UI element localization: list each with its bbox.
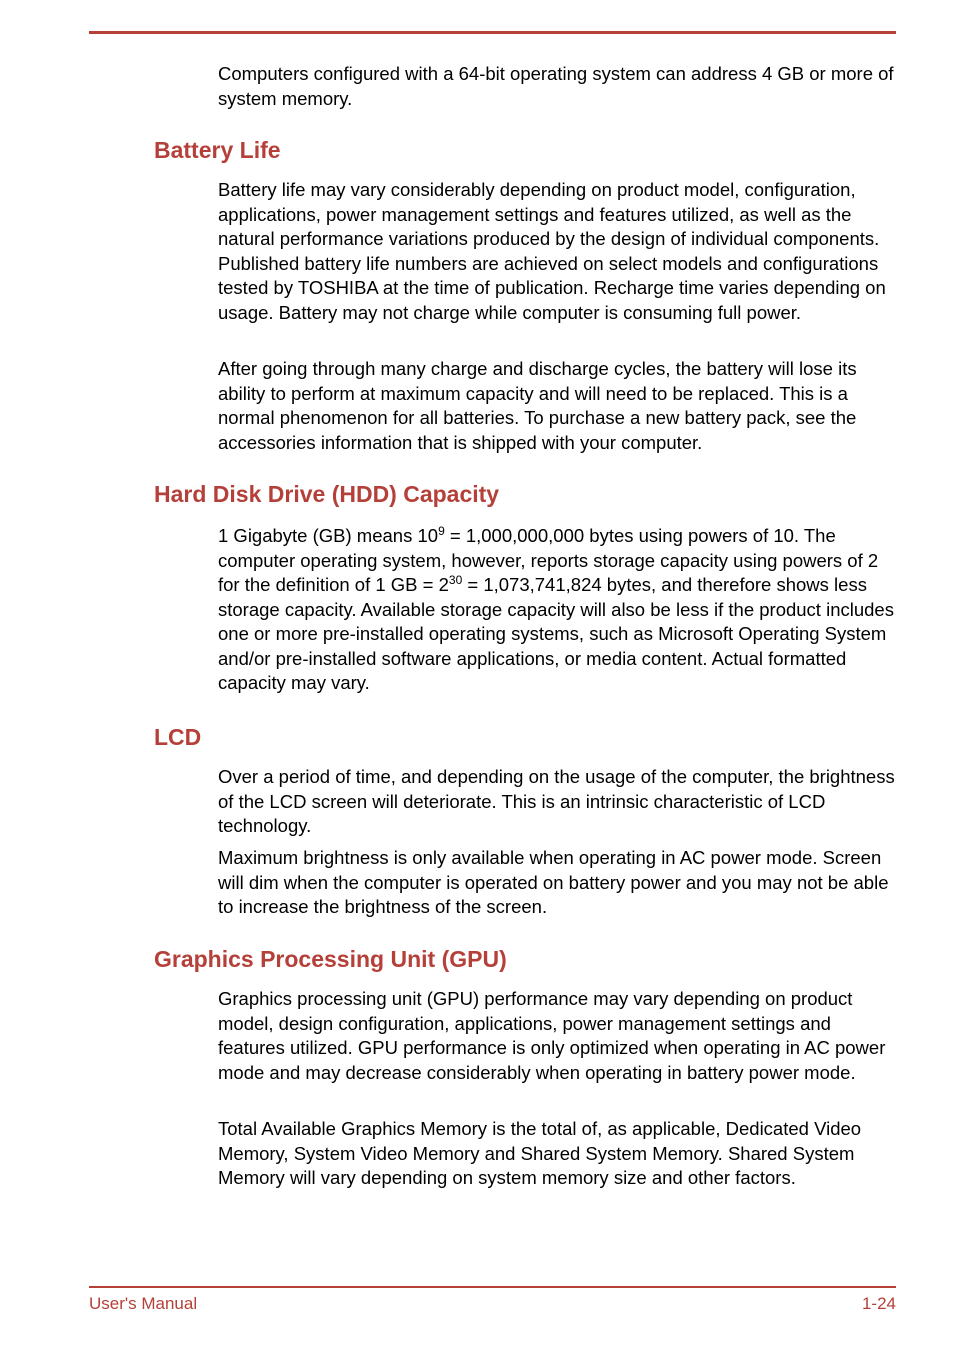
battery-life-paragraph-2: After going through many charge and discharge cycles, the battery will lose its ability to perform at maximum capacity and will need to be replaced. This is a normal phenomenon for all batteries. To purchase a new battery pack, see the accessories information that is shipped with your computer. xyxy=(218,358,857,453)
lcd-heading: LCD xyxy=(154,724,202,750)
battery-life-paragraph-1: Battery life may vary considerably depending on product model, configuration, applications, power management settings and features utilized, as well as the natural performance variations produced by the design of individual components. Published battery life numbers are achieved on select models and configurations tested by TOSHIBA at the time of publication. Recharge time varies depending on usage. Battery may not charge while computer is consuming full power. xyxy=(218,179,886,323)
hdd-capacity-heading: Hard Disk Drive (HDD) Capacity xyxy=(154,481,500,507)
lcd-paragraph-2: Maximum brightness is only available when operating in AC power mode. Screen will dim when the computer is operated on battery power and you may not be able to increase the brightness of the screen. xyxy=(218,847,889,917)
hdd-exponent-9: 9 xyxy=(438,524,445,538)
gpu-paragraph-1: Graphics processing unit (GPU) performance may vary depending on product model, design configuration, applications, power management settings and features utilized. GPU performance is only optimized when operating in AC power mode and may decrease considerably when operating in battery power mode. xyxy=(218,988,886,1083)
gpu-heading: Graphics Processing Unit (GPU) xyxy=(154,946,507,972)
hdd-text-part-3: = 1,073,741,824 bytes, and therefore shows less storage capacity. Available storage capacity will also be less if the product includes one or more pre-installed operating systems, such as Microsoft Operating System and/or pre-installed software applications, or media content. Actual formatted capacity may vary. xyxy=(218,574,894,693)
hdd-text-part-2: = 1,000,000,000 bytes using powers of 10. The computer operating system, however, reports storage capacity using powers of 2 for the definition of 1 GB = 2 xyxy=(218,525,879,595)
hdd-text-part-1: 1 Gigabyte (GB) means 10 xyxy=(218,525,439,546)
footer-manual-title: User's Manual xyxy=(89,1294,198,1313)
footer-page-number: 1-24 xyxy=(861,1294,896,1313)
gpu-paragraph-2: Total Available Graphics Memory is the total of, as applicable, Dedicated Video Memory, System Video Memory and Shared System Memory. Shared System Memory will vary depending on system memory size and other factors. xyxy=(218,1118,862,1188)
hdd-exponent-30: 30 xyxy=(448,573,463,587)
footer-rule xyxy=(89,1286,896,1288)
battery-life-heading: Battery Life xyxy=(154,137,281,163)
lcd-paragraph-1: Over a period of time, and depending on the usage of the computer, the brightness of the LCD screen will deteriorate. This is an intrinsic characteristic of LCD technology. xyxy=(218,766,895,836)
hdd-capacity-paragraph xyxy=(218,524,898,696)
header-rule xyxy=(89,31,896,34)
intro-paragraph: Computers configured with a 64-bit operating system can address 4 GB or more of system memory. xyxy=(218,63,894,109)
